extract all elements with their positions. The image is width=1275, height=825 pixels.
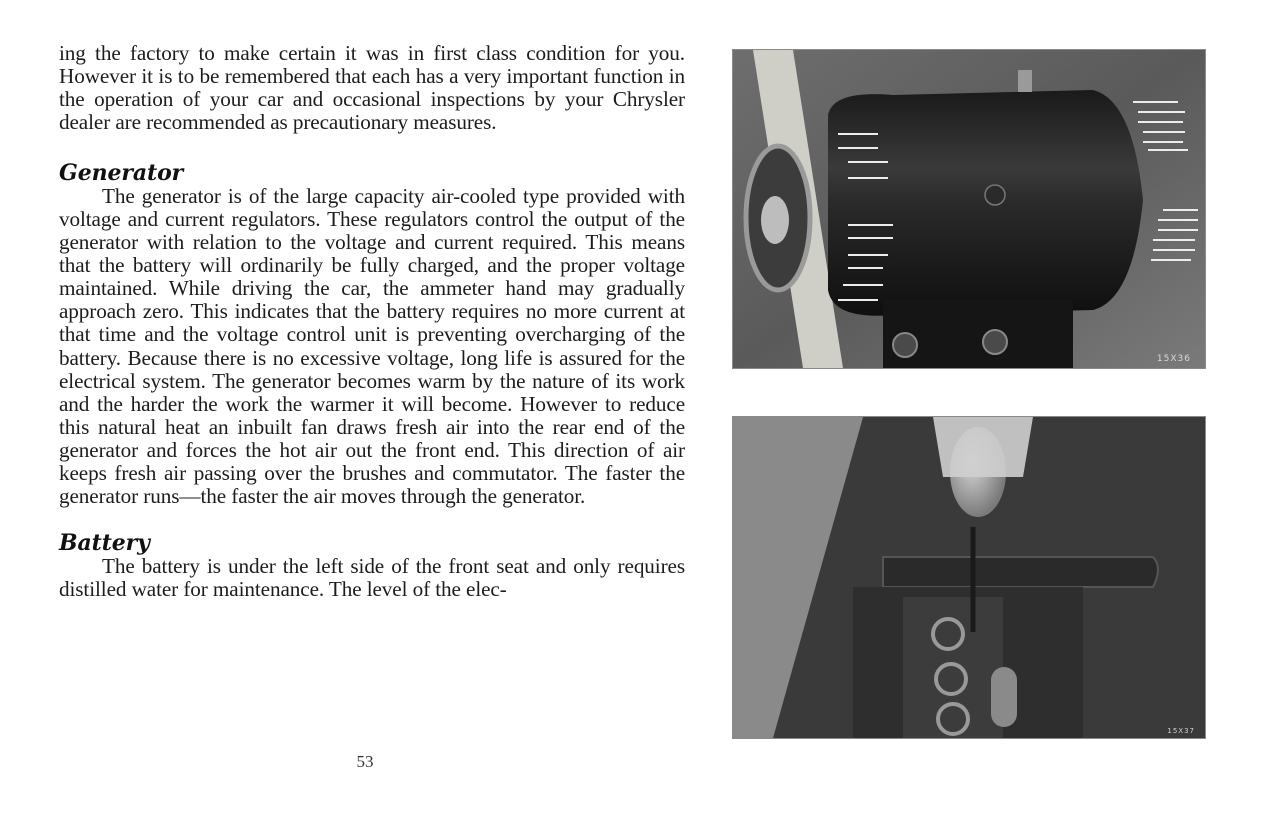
section-heading-generator: Generator bbox=[59, 160, 184, 187]
generator-photo bbox=[733, 50, 1205, 368]
figure-id-label: 15X36 bbox=[1156, 354, 1191, 364]
page-number: 53 bbox=[356, 752, 374, 771]
battery-paragraph: The battery is under the left side of the front seat and only requires distilled water for maintenance. The level of the elec- bbox=[59, 553, 685, 601]
generator-paragraph: The generator is of the large capacity air-cooled type provided with voltage and current regulators. These regulators control the output of the generator with relation to the voltage and current required. This means that the battery will ordinarily be fully charged, and the proper voltage maintained. While driving the car, the ammeter hand may gradually approach zero. This indicates that the battery requires no more current at that time and the voltage control unit is preventing overcharging of the battery. Because there is no excessive voltage, long life is assured for the electrical system. The generator becomes warm by the nature of its work and the harder the work the warmer it will become. However to reduce this natural heat an inbuilt fan draws fresh air into the rear end of the generator and forces the hot air out the front end. This direction of air keeps fresh air passing over the brushes and commutator. The faster the generator runs—the faster the air moves through the generator. bbox=[59, 184, 685, 508]
text-column bbox=[59, 42, 685, 601]
intro-paragraph: ing the factory to make certain it was in first class condition for you. However it is to be remembered that each has a very important function in the operation of your car and occasional inspections by your Chrysler dealer are recommended as precautionary measures. bbox=[59, 41, 685, 135]
generator-illustration bbox=[733, 50, 1205, 368]
battery-illustration bbox=[733, 417, 1205, 738]
section-heading-battery: Battery bbox=[59, 529, 150, 556]
battery-photo bbox=[733, 417, 1205, 738]
figure-id-label: 15X37 bbox=[1167, 727, 1195, 735]
